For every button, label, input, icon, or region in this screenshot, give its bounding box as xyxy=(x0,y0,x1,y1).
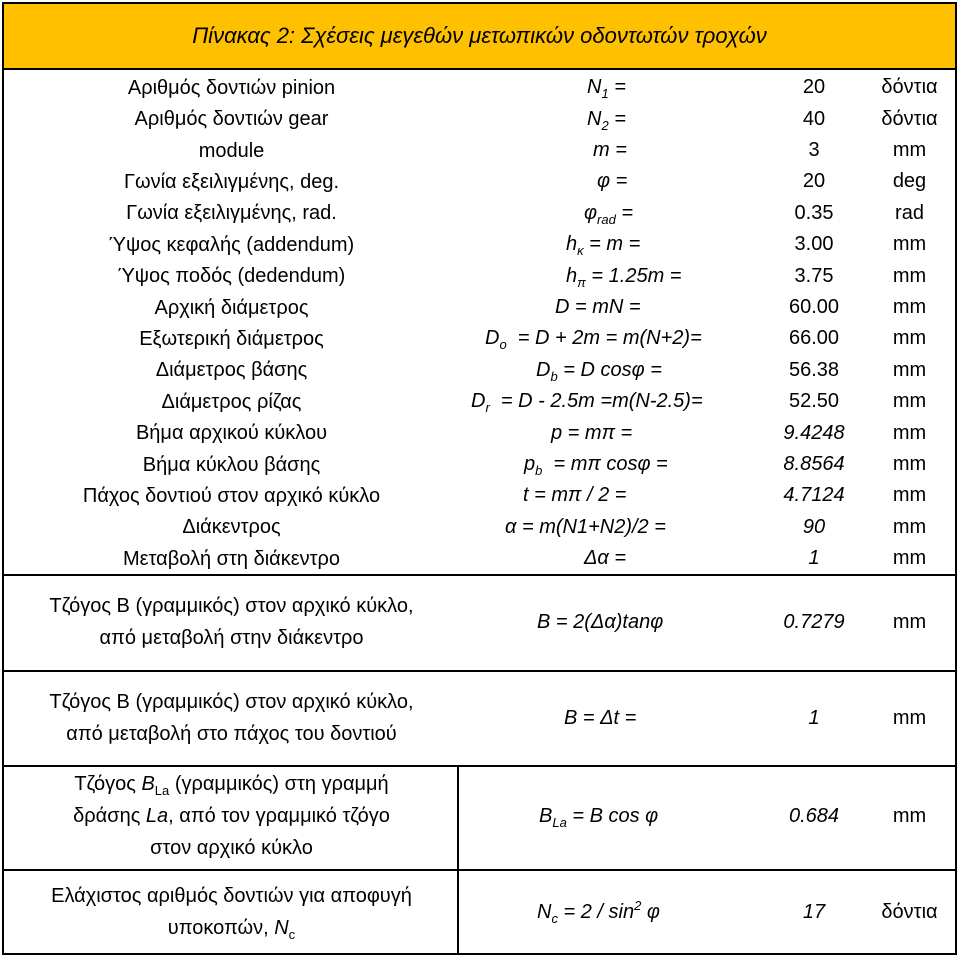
column-divider xyxy=(457,871,459,953)
row-unit: δόντια xyxy=(881,107,938,130)
table-row xyxy=(4,355,955,386)
table-row xyxy=(4,386,955,417)
table-sheet xyxy=(2,2,957,955)
row-unit: mm xyxy=(892,233,927,256)
row-unit: mm xyxy=(892,264,927,287)
label-line: από μεταβολή στην διάκεντρο xyxy=(99,627,364,649)
table-row xyxy=(4,449,955,480)
label-line: υποκοπών, $N_c$ xyxy=(167,917,296,942)
label-line: Τζόγος Β (γραμμικός) στον αρχικό κύκλο, xyxy=(49,595,414,617)
row-formula: $N_c = 2 / \sin^2 \varphi$ xyxy=(537,897,660,926)
table-row xyxy=(4,323,955,354)
row-formula: $D_b = D$ cosφ = xyxy=(536,358,662,384)
table-row xyxy=(4,135,955,166)
row-formula: $p_b = m\pi$ cosφ = xyxy=(524,452,668,478)
row-formula: $\varphi_{rad}$ = xyxy=(584,201,634,227)
section-divider xyxy=(4,574,955,576)
row-value: 66.00 xyxy=(788,327,840,350)
row-label: Διάμετρος ρίζας xyxy=(161,390,302,413)
row-unit: mm xyxy=(892,547,927,570)
row-formula: p = mπ = xyxy=(551,421,633,444)
row-label xyxy=(4,673,459,763)
row-formula: $D_r = D - 2.5m =m(N-2.5)=$ xyxy=(471,390,703,416)
row-label: Αρχική διάμετρος xyxy=(154,296,309,319)
row-formula: B = Δt = xyxy=(564,706,637,729)
row-value: 90 xyxy=(802,515,826,538)
row-value: 0.35 xyxy=(794,201,834,224)
row-formula: $h_\kappa = m$ = xyxy=(566,233,641,259)
row-label xyxy=(4,871,459,953)
row-formula: $B_{La} = B$ cos φ xyxy=(539,804,659,830)
row-value: 4.7124 xyxy=(783,484,845,507)
row-unit: deg xyxy=(892,170,927,193)
row-value: 0.684 xyxy=(788,804,840,827)
row-unit: mm xyxy=(892,390,927,413)
row-value: 3 xyxy=(808,138,820,161)
table-row xyxy=(4,166,955,197)
row-value: 20 xyxy=(802,170,826,193)
label-line: Τζόγος Β (γραμμικός) στον αρχικό κύκλο, xyxy=(49,691,414,713)
row-unit: mm xyxy=(892,515,927,538)
row-label: Βήμα κύκλου βάσης xyxy=(142,453,321,476)
row-formula: $h_\pi = 1.25m$ = xyxy=(566,264,682,290)
row-unit: mm xyxy=(892,421,927,444)
row-unit: mm xyxy=(892,295,927,318)
row-label: module xyxy=(198,139,265,162)
row-label: Εξωτερική διάμετρος xyxy=(139,327,324,350)
row-label: Διάκεντρος xyxy=(182,516,281,539)
row-formula: D = mN = xyxy=(555,295,641,318)
row-formula: $D_o = D + 2m = m(N+2)=$ xyxy=(485,327,702,353)
table-row xyxy=(4,512,955,543)
row-formula: B = 2(Δα)tanφ xyxy=(537,610,664,633)
row-formula: $N_1$ = xyxy=(587,76,626,102)
row-unit: mm xyxy=(892,327,927,350)
row-formula: m = xyxy=(593,138,627,161)
label-line: από μεταβολή στο πάχος του δοντιού xyxy=(66,723,397,745)
row-value: 40 xyxy=(802,107,826,130)
table-row xyxy=(4,72,955,103)
table-row xyxy=(4,198,955,229)
row-unit: mm xyxy=(892,706,927,729)
row-label: Βήμα αρχικού κύκλου xyxy=(135,422,328,445)
row-unit: δόντια xyxy=(881,76,938,99)
table-row xyxy=(4,292,955,323)
row-value: 3.75 xyxy=(794,264,834,287)
row-unit: mm xyxy=(892,452,927,475)
row-label xyxy=(4,577,459,667)
row-label: Ύψος ποδός (dedendum) xyxy=(117,265,346,288)
table-row xyxy=(4,417,955,448)
row-value: 9.4248 xyxy=(783,421,845,444)
row-label: Διάμετρος βάσης xyxy=(155,359,308,382)
row-value: 3.00 xyxy=(794,233,834,256)
section-divider xyxy=(4,670,955,672)
row-value: 52.50 xyxy=(788,390,840,413)
table-row xyxy=(4,871,955,953)
row-unit: rad xyxy=(895,201,924,224)
row-formula: α = m(N1+N2)/2 = xyxy=(505,515,666,538)
row-unit: mm xyxy=(892,138,927,161)
column-divider xyxy=(457,767,459,869)
row-value: 1 xyxy=(808,547,820,570)
label-line: δράσης La, από τον γραμμικό τζόγο xyxy=(73,805,390,827)
section-divider xyxy=(4,869,955,871)
row-label: Γωνία εξειλιγμένης, deg. xyxy=(123,170,340,193)
row-unit: mm xyxy=(892,358,927,381)
table-row xyxy=(4,229,955,260)
row-value: 56.38 xyxy=(788,358,840,381)
row-label xyxy=(4,767,459,865)
label-line: Τζόγος $B_{La}$ (γραμμικός) στη γραμμή xyxy=(74,773,389,798)
row-formula: Δα = xyxy=(584,547,627,570)
table-row xyxy=(4,673,955,763)
table-row xyxy=(4,767,955,865)
row-value: 1 xyxy=(808,706,820,729)
table-title: Πίνακας 2: Σχέσεις μεγεθών μετωπικών οδοντωτών τροχών xyxy=(4,4,955,70)
row-value: 0.7279 xyxy=(783,610,845,633)
row-label: Πάχος δοντιού στον αρχικό κύκλο xyxy=(82,484,381,507)
row-unit: mm xyxy=(892,610,927,633)
label-line: Ελάχιστος αριθμός δοντιών για αποφυγή xyxy=(51,885,412,907)
table-row xyxy=(4,260,955,291)
row-value: 8.8564 xyxy=(783,452,845,475)
row-label: Μεταβολή στη διάκεντρο xyxy=(122,547,341,570)
table-row xyxy=(4,103,955,134)
row-value: 17 xyxy=(802,900,826,923)
row-unit: mm xyxy=(892,804,927,827)
row-unit: δόντια xyxy=(881,900,938,923)
row-label: Αριθμός δοντιών pinion xyxy=(127,76,336,99)
row-label: Ύψος κεφαλής (addendum) xyxy=(108,233,355,256)
row-formula: φ = xyxy=(597,170,628,193)
row-value: 60.00 xyxy=(788,295,840,318)
row-formula: $N_2$ = xyxy=(587,107,626,133)
label-line: στον αρχικό κύκλο xyxy=(150,837,313,859)
section-divider xyxy=(4,765,955,767)
row-unit: mm xyxy=(892,484,927,507)
row-label: Γωνία εξειλιγμένης, rad. xyxy=(126,202,337,225)
row-value: 20 xyxy=(802,76,826,99)
table-row xyxy=(4,480,955,511)
table-row xyxy=(4,543,955,574)
row-label: Αριθμός δοντιών gear xyxy=(134,108,329,131)
row-formula: t = mπ / 2 = xyxy=(523,484,627,507)
table-row xyxy=(4,577,955,667)
